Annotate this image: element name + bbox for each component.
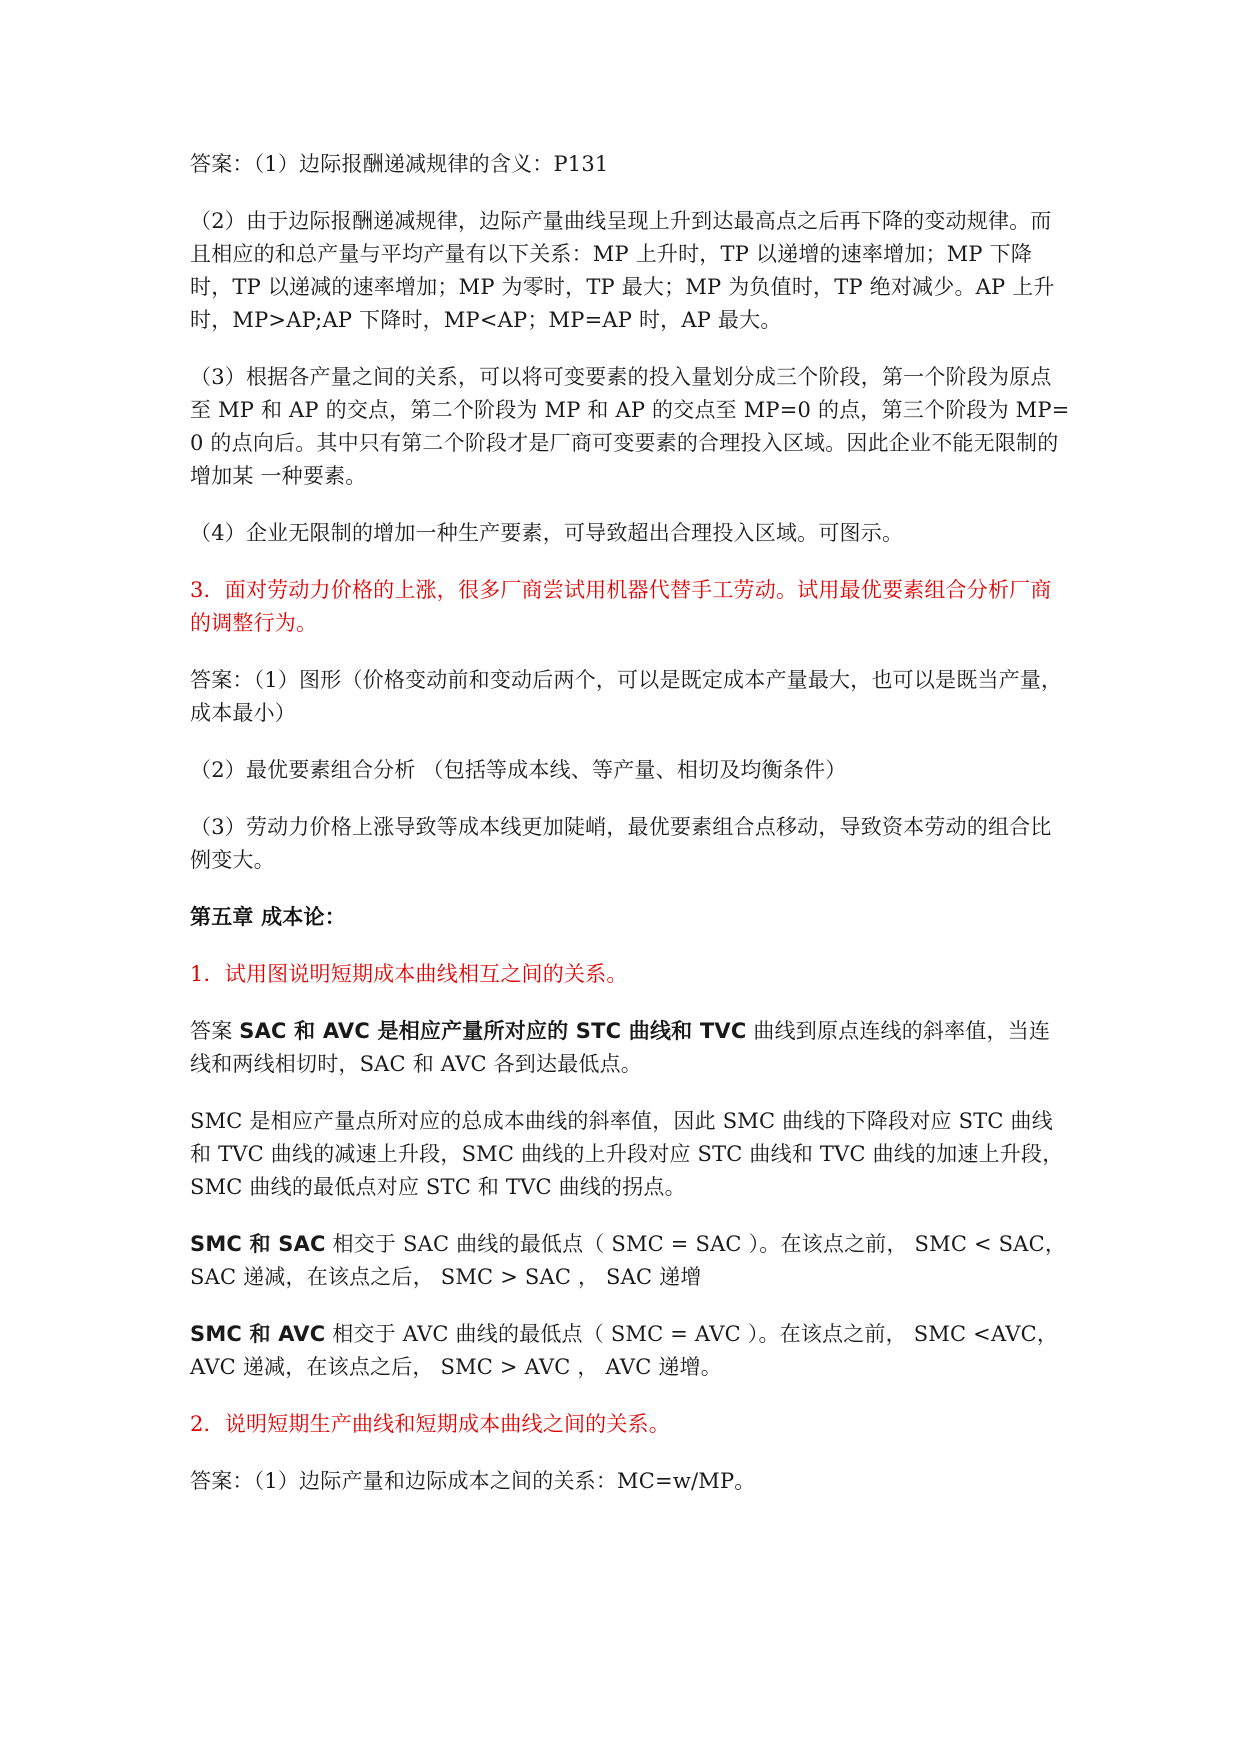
answer-prefix: 答案 — [190, 1019, 240, 1043]
answer-paragraph-1: 答案：（1）边际报酬递减规律的含义：P131 — [190, 152, 609, 176]
document-body — [190, 148, 1070, 1522]
smc-avc-bold: SMC 和 AVC — [190, 1322, 326, 1346]
question-3-answer-3: （3）劳动力价格上涨导致等成本线更加陡峭，最优要素组合点移动，导致资本劳动的组合比例变大。 — [190, 815, 1052, 872]
smc-sac-rest: 相交于 SAC 曲线的最低点（ SMC = SAC ）。在该点之前， SMC < SAC， SAC 递减，在该点之后， SMC > SAC ， SAC 递增 — [190, 1232, 1067, 1289]
answer-paragraph-4: （4）企业无限制的增加一种生产要素，可导致超出合理投入区域。可图示。 — [190, 521, 904, 545]
answer-bold-phrase: SAC 和 AVC 是相应产量所对应的 STC 曲线和 TVC — [239, 1019, 747, 1043]
chapter-5-question-1: 1．试用图说明短期成本曲线相互之间的关系。 — [190, 962, 628, 986]
answer-rest: 曲线到原点连线的斜率值，当连线和两线相切时，SAC 和 AVC 各到达最低点。 — [190, 1019, 1051, 1076]
chapter-5-heading: 第五章 成本论： — [190, 905, 346, 929]
chapter-5-answer-1-smc-sac — [190, 1228, 1070, 1294]
chapter-5-answer-1-smc-avc — [190, 1318, 1070, 1384]
chapter-5-answer-2: 答案：（1）边际产量和边际成本之间的关系：MC=w/MP。 — [190, 1469, 756, 1493]
smc-sac-bold: SMC 和 SAC — [190, 1232, 326, 1256]
question-3-answer-1: 答案：（1）图形（价格变动前和变动后两个，可以是既定成本产量最大，也可以是既当产量，成本最小） — [190, 668, 1063, 725]
question-3-answer-2: （2）最优要素组合分析 （包括等成本线、等产量、相切及均衡条件） — [190, 758, 847, 782]
answer-paragraph-3: （3）根据各产量之间的关系，可以将可变要素的投入量划分成三个阶段，第一个阶段为原点至 MP 和 AP 的交点，第二个阶段为 MP 和 AP 的交点至 MP=0 的点，第三个阶段为 MP=0 的点向后。其中只有第二个阶段才是厂商可变要素的合理投入区域。因此企业不能无限制的增加某 一种要素。 — [190, 365, 1070, 488]
chapter-5-answer-1 — [190, 1015, 1070, 1081]
answer-paragraph-2: （2）由于边际报酬递减规律，边际产量曲线呈现上升到达最高点之后再下降的变动规律。而且相应的和总产量与平均产量有以下关系：MP 上升时，TP 以递增的速率增加；MP 下降时，TP 以递减的速率增加；MP 为零时，TP 最大；MP 为负值时，TP 绝对减少。AP 上升时，MP>AP;AP 下降时，MP<AP；MP=AP 时，AP 最大。 — [190, 209, 1055, 332]
smc-avc-rest: 相交于 AVC 曲线的最低点（ SMC = AVC ）。在该点之前， SMC <AVC， AVC 递减，在该点之后， SMC > AVC ， AVC 递增。 — [190, 1322, 1059, 1379]
chapter-5-answer-1-smc: SMC 是相应产量点所对应的总成本曲线的斜率值，因此 SMC 曲线的下降段对应 STC 曲线和 TVC 曲线的减速上升段，SMC 曲线的上升段对应 STC 曲线和 TVC 曲线的加速上升段，SMC 曲线的最低点对应 STC 和 TVC 曲线的拐点。 — [190, 1109, 1064, 1199]
chapter-5-question-2: 2．说明短期生产曲线和短期成本曲线之间的关系。 — [190, 1412, 670, 1436]
question-3: 3．面对劳动力价格的上涨，很多厂商尝试用机器代替手工劳动。试用最优要素组合分析厂商的调整行为。 — [190, 578, 1052, 635]
